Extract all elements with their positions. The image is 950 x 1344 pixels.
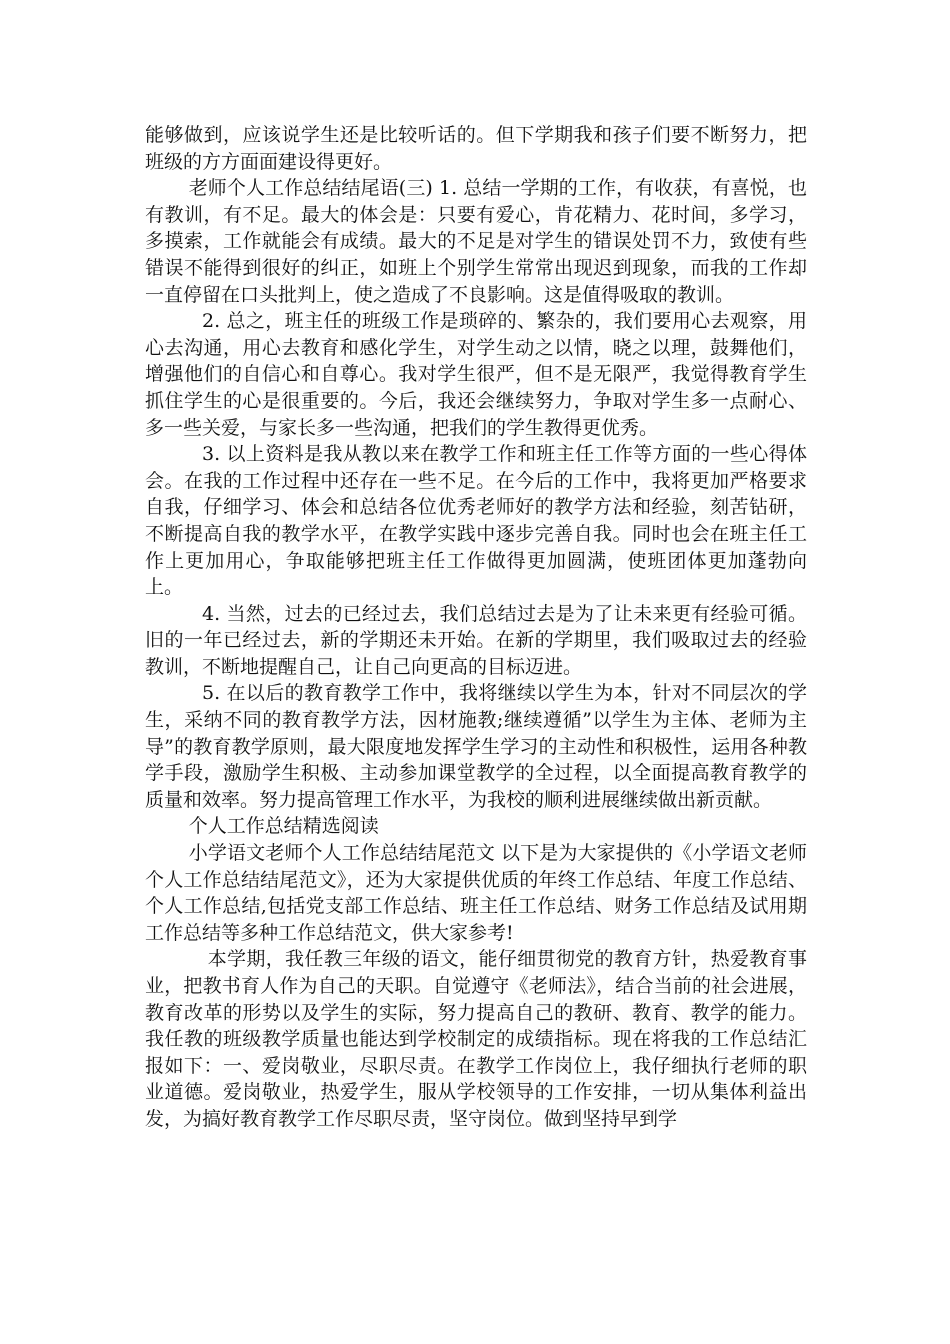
document-body bbox=[145, 122, 807, 1133]
paragraph-point-5: 5. 在以后的教育教学工作中，我将继续以学生为本，针对不同层次的学生，采纳不同的教育教学方法，因材施教;继续遵循”以学生为主体、老师为主导”的教育教学原则，最大限度地发挥学生学习的主动性和积极性，运用各种教学手段，激励学生积极、主动参加课堂教学的全过程，以全面提高教育教学的质量和效率。努力提高管理工作水平，为我校的顺利进展继续做出新贡献。 bbox=[145, 682, 807, 811]
paragraph-article-body: 本学期，我任教三年级的语文，能仔细贯彻党的教育方针，热爱教育事业，把教书育人作为自己的天职。自觉遵守《老师法》，结合当前的社会进展，教育改革的形势以及学生的实际，努力提高自己的教研、教育、教学的能力。我任教的班级教学质量也能达到学校制定的成绩指标。现在将我的工作总结汇报如下：一、爱岗敬业，尽职尽责。在教学工作岗位上，我仔细执行老师的职业道德。爱岗敬业，热爱学生，服从学校领导的工作安排，一切从集体利益出发，为搞好教育教学工作尽职尽责，坚守岗位。做到坚持早到学 bbox=[145, 948, 807, 1130]
section-heading: 个人工作总结精选阅读 bbox=[188, 815, 379, 838]
paragraph-point-3: 3. 以上资料是我从教以来在教学工作和班主任工作等方面的一些心得体会。在我的工作过程中还存在一些不足。在今后的工作中，我将更加严格要求自我，仔细学习、体会和总结各位优秀老师好的教学方法和经验，刻苦钻研，不断提高自我的教学水平，在教学实践中逐步完善自我。同时也会在班主任工作上更加用心，争取能够把班主任工作做得更加圆满，使班团体更加蓬勃向上。 bbox=[145, 443, 807, 599]
paragraph-continuation: 能够做到，应该说学生还是比较听话的。但下学期我和孩子们要不断努力，把班级的方方面面建设得更好。 bbox=[145, 124, 807, 173]
paragraph-point-2: 2. 总之，班主任的班级工作是琐碎的、繁杂的，我们要用心去观察，用心去沟通，用心去教育和感化学生，对学生动之以情，晓之以理，鼓舞他们，增强他们的自信心和自尊心。我对学生很严，但不是无限严，我觉得教育学生抓住学生的心是很重要的。今后，我还会继续努力，争取对学生多一点耐心、多一些关爱，与家长多一些沟通，把我们的学生教得更优秀。 bbox=[145, 310, 807, 439]
paragraph-point-4: 4. 当然，过去的已经过去，我们总结过去是为了让未来更有经验可循。旧的一年已经过去，新的学期还未开始。在新的学期里，我们吸取过去的经验教训，不断地提醒自己，让自己向更高的目标迈进。 bbox=[145, 602, 807, 678]
paragraph-article-intro: 小学语文老师个人工作总结结尾范文 以下是为大家提供的《小学语文老师个人工作总结结尾范文》，还为大家提供优质的年终工作总结、年度工作总结、个人工作总结,包括党支部工作总结、班主任工作总结、财务工作总结及试用期工作总结等多种工作总结范文，供大家参考! bbox=[145, 842, 807, 944]
paragraph-summary-intro: 老师个人工作总结结尾语(三) 1. 总结一学期的工作，有收获，有喜悦，也有教训，有不足。最大的体会是：只要有爱心，肯花精力、花时间，多学习，多摸索，工作就能会有成绩。最大的不足是对学生的错误处罚不力，致使有些错误不能得到很好的纠正，如班上个别学生常常出现迟到现象，而我的工作却一直停留在口头批判上，使之造成了不良影响。这是值得吸取的教训。 bbox=[145, 177, 807, 306]
